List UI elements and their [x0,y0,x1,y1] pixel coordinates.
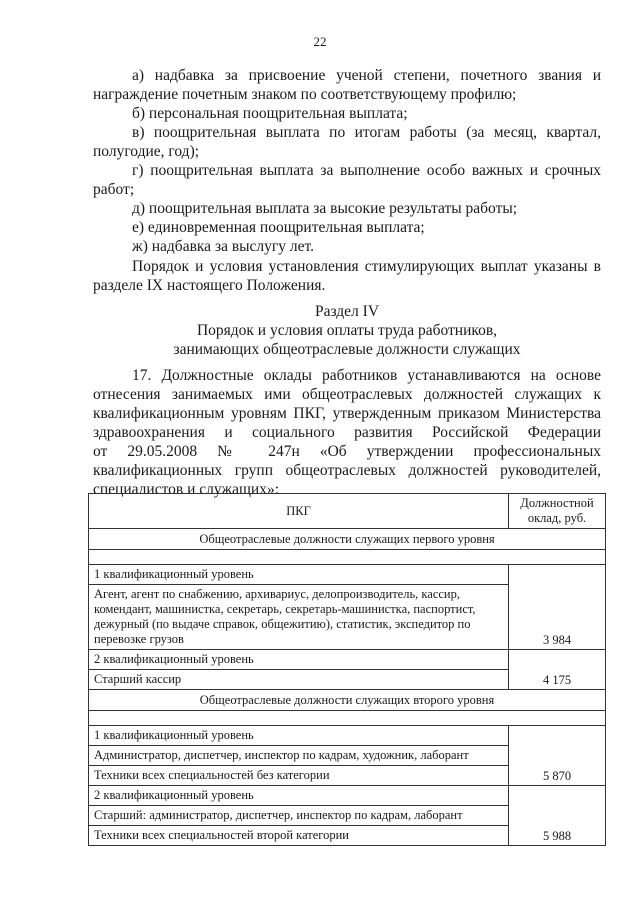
g2-level2-salary: 5 988 [509,786,606,846]
g1-level1-positions: Агент, агент по снабжению, архивариус, делопроизводитель, кассир, комендант, машинистка, секретарь, секретарь-машинистка, паспортист, дежурный (по выдаче справок, общежитию), статистик, экспедитор по перевозке грузов [89,585,509,650]
group2-title-row [89,690,606,711]
g1-level2-positions: Старший кассир [89,670,509,690]
header-salary [509,494,606,529]
table-row [89,726,606,746]
g1-level1-salary: 3 984 [509,565,606,650]
table-row [89,786,606,806]
list-line-v1: в) поощрительная выплата по итогам работы (за месяц, квартал, [132,124,601,141]
group2-title: Общеотраслевые должности служащих второго уровня [89,690,606,711]
list-line-a2: награждение почетным знаком по соответствующему профилю; [93,86,517,103]
paragraph17-line2: отнесения занимаемых ими общеотраслевых должностей служащих к [93,386,601,403]
page-number: 22 [313,34,327,49]
order-line2: разделе IX настоящего Положения. [93,277,326,294]
paragraph17-line3: квалификационным уровням ПКГ, утвержденным приказом Министерства [93,405,601,422]
header-salary-line2: оклад, руб. [527,511,587,525]
paragraph17-line6: квалификационных групп общеотраслевых должностей руководителей, [93,462,601,479]
header-pkg: ПКГ [89,494,509,529]
group1-title: Общеотраслевые должности служащих первого уровня [89,529,606,550]
paragraph17-line7: специалистов и служащих»: [93,481,280,498]
section-title-line1: Порядок и условия оплаты труда работников, [196,322,498,339]
table-row [89,565,606,585]
g2-level1-positions-b: Техники всех специальностей без категории [89,766,509,786]
g2-level2-positions-b: Техники всех специальностей второй категории [89,826,509,846]
g2-level1-salary: 5 870 [509,726,606,786]
g2-level1-label: 1 квалификационный уровень [89,726,509,746]
paragraph17-line5: от 29.05.2008 № 247н «Об утверждении профессиональных [93,443,601,460]
list-line-e: е) единовременная поощрительная выплата; [132,219,425,236]
section-number: Раздел IV [314,303,380,320]
group1-title-row [89,529,606,550]
table-row [89,650,606,670]
salary-table [88,493,606,846]
order-line1: Порядок и условия установления стимулирующих выплат указаны в [132,258,601,275]
table-gap-cell [89,550,606,565]
list-line-v2: полугодие, год); [93,143,200,160]
header-salary-line1: Должностной [520,496,594,510]
list-line-a1: а) надбавка за присвоение ученой степени, почетного звания и [132,67,601,84]
g2-level1-positions-a: Администратор, диспетчер, инспектор по кадрам, художник, лаборант [89,746,509,766]
table-gap-row [89,711,606,726]
g1-level2-label: 2 квалификационный уровень [89,650,509,670]
list-line-b: б) персональная поощрительная выплата; [132,105,408,122]
g2-level2-label: 2 квалификационный уровень [89,786,509,806]
g1-level1-label: 1 квалификационный уровень [89,565,509,585]
g1-level2-salary: 4 175 [509,650,606,690]
table-gap-cell [89,711,606,726]
table-gap-row [89,550,606,565]
paragraph17-line4: здравоохранения и социального развития Российской Федерации [93,424,601,441]
section-title-line2: занимающих общеотраслевые должности служащих [173,341,521,358]
list-line-g1: г) поощрительная выплата за выполнение особо важных и срочных [132,162,601,179]
paragraph17-line1: 17. Должностные оклады работников устанавливаются на основе [132,367,601,384]
list-line-zh: ж) надбавка за выслугу лет. [132,238,314,255]
g2-level2-positions-a: Старший: администратор, диспетчер, инспектор по кадрам, лаборант [89,806,509,826]
list-line-g2: работ; [93,181,135,198]
table-header-row [89,494,606,529]
list-line-d: д) поощрительная выплата за высокие результаты работы; [132,200,518,217]
